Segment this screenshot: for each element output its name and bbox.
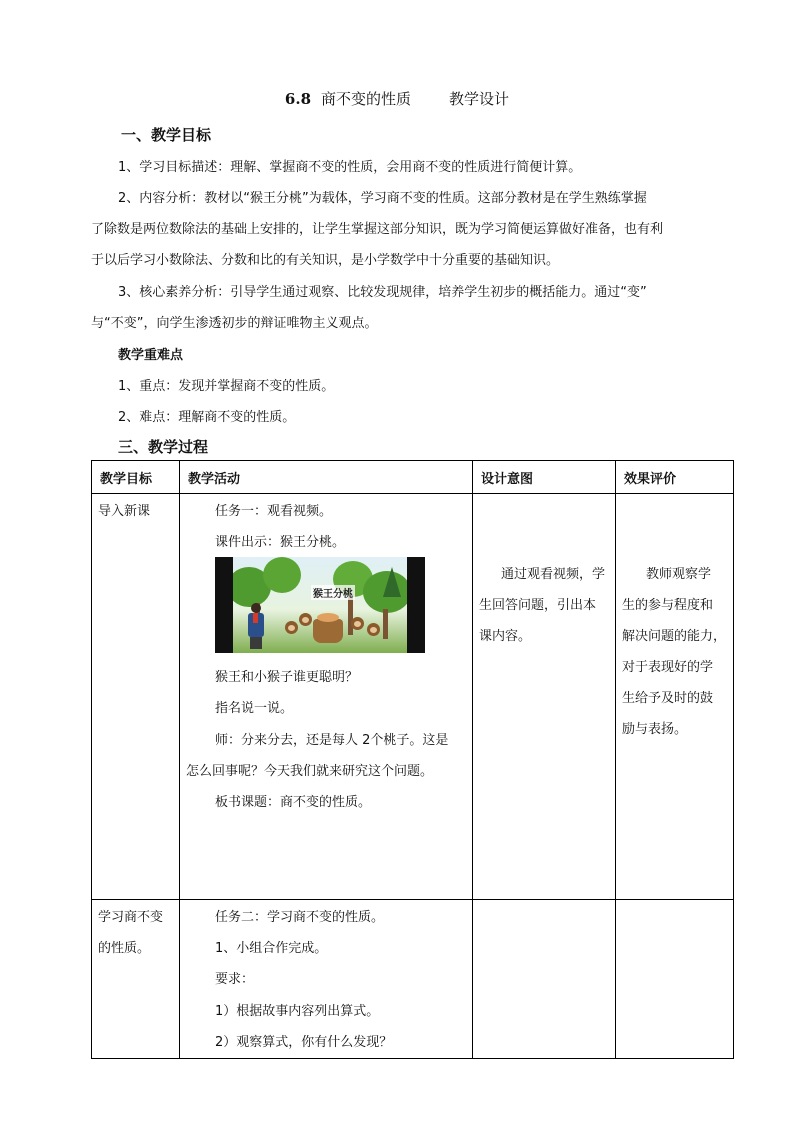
row1-activity-line-5: 师：分来分去，还是每人 2个桃子。这是: [215, 733, 449, 748]
row2-activity-line-3: 要求：: [215, 972, 255, 987]
row1-eval-line-4: 对于表现好的学: [622, 660, 714, 675]
row1-activity-line-2: 课件出示：猴王分桃。: [215, 535, 346, 550]
lesson-title: 商不变的性质: [321, 90, 412, 108]
row1-goal-cell: [92, 494, 180, 900]
row1-activity-line-1: 任务一：观看视频。: [215, 504, 333, 519]
section-heading-goals: 一、教学目标: [121, 126, 212, 144]
section-heading-key-points: 教学重难点: [118, 348, 184, 363]
goal-line-3: 了除数是两位数除法的基础上安排的，让学生掌握这部分知识，既为学习简便运算做好准备，也有利: [91, 222, 664, 237]
monkey-icon: [367, 623, 380, 636]
row1-evaluation-cell: [616, 494, 734, 900]
row2-activity-line-2: 1、小组合作完成。: [215, 941, 328, 956]
header-cell-activity: 教学活动: [180, 461, 473, 494]
row1-intent-cell: [473, 494, 616, 900]
monkey-icon: [299, 613, 312, 626]
row1-eval-line-6: 励与表扬。: [622, 722, 688, 737]
row1-intent-line-3: 课内容。: [479, 629, 532, 644]
row1-activity-line-4: 指名说一说。: [215, 701, 294, 716]
key-point-line-2: 2、难点：理解商不变的性质。: [118, 410, 296, 425]
lesson-number: 6.8: [284, 90, 312, 108]
key-point-line-1: 1、重点：发现并掌握商不变的性质。: [118, 379, 335, 394]
goal-line-4: 于以后学习小数除法、分数和比的有关知识，是小学数学中十分重要的基础知识。: [91, 253, 560, 268]
goal-line-1: 1、学习目标描述：理解、掌握商不变的性质，会用商不变的性质进行简便计算。: [118, 160, 582, 175]
row2-goal-cell: [92, 900, 180, 1059]
row1-intent-line-2: 生回答问题，引出本: [479, 598, 597, 613]
header-cell-evaluation: 效果评价: [616, 461, 734, 494]
section-heading-process: 三、教学过程: [118, 438, 209, 456]
forest-scene-image: [233, 557, 407, 653]
row2-activity-line-5: 2）观察算式，你有什么发现？: [215, 1035, 393, 1050]
monkey-icon: [285, 621, 298, 634]
row1-activity-cell: [180, 494, 473, 900]
row1-eval-line-3: 解决问题的能力，: [622, 629, 727, 644]
table-header-row: [92, 461, 734, 494]
table-row: [92, 494, 734, 900]
peach-basket-icon: [313, 619, 343, 643]
goal-line-2: 2、内容分析：教材以“猴王分桃”为载体，学习商不变的性质。这部分教材是在学生熟练掌握: [118, 191, 647, 206]
monkey-king-figure: [247, 603, 265, 649]
monkey-icon: [351, 617, 364, 630]
header-cell-intent: 设计意图: [473, 461, 616, 494]
row2-goal-line-1: 学习商不变: [98, 910, 164, 925]
goal-line-5: 3、核心素养分析：引导学生通过观察、比较发现规律，培养学生初步的概括能力。通过“变”: [118, 285, 647, 300]
row1-activity-line-3: 猴王和小猴子谁更聪明？: [215, 670, 359, 685]
row1-eval-line-2: 生的参与程度和: [622, 598, 714, 613]
row2-evaluation-cell: [616, 900, 734, 1059]
goal-line-6: 与“不变”，向学生渗透初步的辩证唯物主义观点。: [91, 316, 378, 331]
teaching-process-table: [91, 460, 734, 1059]
table-row: [92, 900, 734, 1059]
row2-activity-cell: [180, 900, 473, 1059]
row1-activity-line-7: 板书课题：商不变的性质。: [215, 795, 372, 810]
row1-activity-line-6: 怎么回事呢？今天我们就来研究这个问题。: [186, 764, 434, 779]
lesson-subtitle: 教学设计: [449, 90, 510, 108]
video-thumbnail[interactable]: [215, 557, 425, 653]
row1-intent-line-1: 通过观看视频，学: [501, 567, 606, 582]
row1-goal: 导入新课: [98, 504, 151, 519]
header-cell-goal: 教学目标: [92, 461, 180, 494]
row1-eval-line-1: 教师观察学: [646, 567, 712, 582]
row2-goal-line-2: 的性质。: [98, 941, 151, 956]
row2-activity-line-1: 任务二：学习商不变的性质。: [215, 910, 385, 925]
row2-intent-cell: [473, 900, 616, 1059]
video-title: 猴王分桃: [311, 585, 355, 600]
row1-eval-line-5: 生给予及时的鼓: [622, 691, 714, 706]
document-title: [0, 88, 794, 109]
row2-activity-line-4: 1）根据故事内容列出算式。: [215, 1004, 380, 1019]
